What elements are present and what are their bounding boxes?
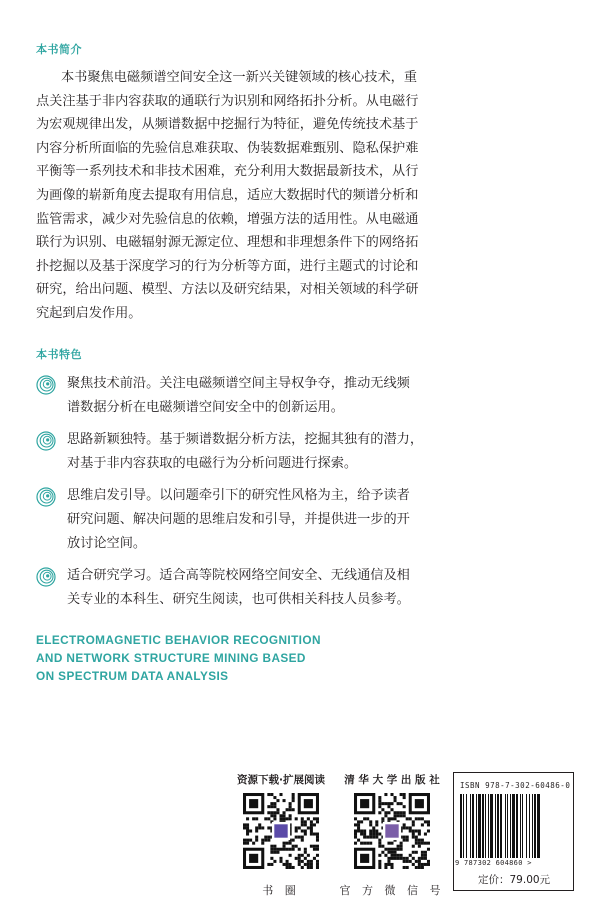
intro-line: 研究，给出问题、模型、方法以及研究结果，对相关领域的科学研 [36,282,419,298]
intro-line: 点关注基于非内容获取的通联行为识别和网络拓扑分析。从电磁行 [36,93,419,109]
qr-label: 书 圈 [262,884,300,897]
intro-line: 平衡等一系列技术和非技术困难，充分利用大数据最新技术，从行 [36,164,419,180]
english-title [36,631,321,685]
feature-item [36,484,576,555]
qr-code-icon[interactable] [354,793,430,869]
feature-line: 思路新颖独特。基于频谱数据分析方法，挖掘其独有的潜力， [67,432,424,448]
intro-line: 为画像的崭新角度去提取有用信息，适应大数据时代的频谱分析和 [36,187,419,203]
qr-code-icon[interactable] [243,793,319,869]
feature-item [36,564,576,611]
intro-line: 内容分析所面临的先验信息难获取、伪装数据难甄别、隐私保护难 [36,140,419,156]
intro-line: 本书聚焦电磁频谱空间安全这一新兴关键领域的核心技术，重 [61,70,418,85]
isbn-number: ISBN 978-7-302-60486-0 [460,781,571,790]
spiral-bullet-icon [36,431,56,451]
intro-heading: 本书简介 [36,43,82,56]
english-title-line: AND NETWORK STRUCTURE MINING BASED [36,651,306,665]
intro-line: 扑挖掘以及基于深度学习的行为分析等方面，进行主题式的讨论和 [36,258,419,274]
price-label: 定价：79.00元 [478,874,551,886]
spiral-bullet-icon [36,375,56,395]
barcode-icon [460,794,568,858]
barcode-digits: 9 787302 604860 > [455,859,532,867]
features-heading: 本书特色 [36,348,82,361]
intro-line: 究起到启发作用。 [36,305,142,321]
qr-block-publisher [337,772,447,898]
intro-paragraph [36,66,581,326]
feature-line: 关专业的本科生、研究生阅读，也可供相关科技人员参考。 [67,591,410,607]
english-title-line: ELECTROMAGNETIC BEHAVIOR RECOGNITION [36,633,321,647]
intro-line: 为宏观规律出发，从频谱数据中挖掘行为特征，避免传统技术基于 [36,117,419,133]
feature-line: 思维启发引导。以问题牵引下的研究性风格为主，给予读者 [67,488,410,504]
qr-block-resources [226,772,336,898]
feature-line: 对基于非内容获取的电磁行为分析问题进行探索。 [67,455,358,471]
qr-caption: 清 华 大 学 出 版 社 [344,774,440,786]
feature-line: 聚焦技术前沿。关注电磁频谱空间主导权争夺，推动无线频 [67,376,410,391]
feature-line: 谱数据分析在电磁频谱空间安全中的创新运用。 [67,399,344,415]
feature-item [36,428,576,475]
features-list [36,372,576,620]
feature-line: 研究问题、解决问题的思维启发和引导，并提供进一步的开 [67,511,410,527]
feature-item [36,372,576,419]
spiral-bullet-icon [36,487,56,507]
english-title-line: ON SPECTRUM DATA ANALYSIS [36,669,229,683]
intro-line: 联行为识别、电磁辐射源无源定位、理想和非理想条件下的网络拓 [36,235,419,251]
feature-line: 适合研究学习。适合高等院校网络空间安全、无线通信及相 [67,568,410,584]
qr-label: 官 方 微 信 号 [339,884,445,897]
feature-line: 放讨论空间。 [67,535,147,551]
isbn-barcode-box [453,772,574,891]
qr-caption: 资源下载·扩展阅读 [237,774,325,786]
intro-line: 监管需求，减少对先验信息的依赖，增强方法的适用性。从电磁通 [36,211,419,227]
spiral-bullet-icon [36,567,56,587]
